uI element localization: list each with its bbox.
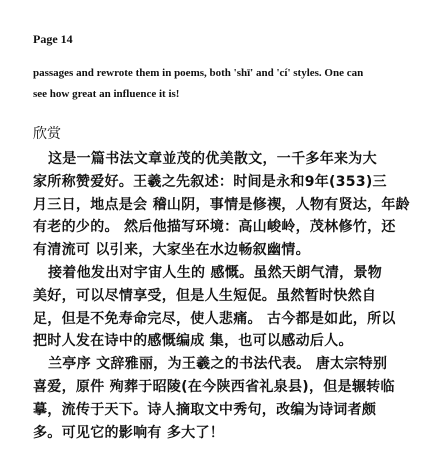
text-line: 这是一篇书法文章並茂的优美散文，一千多年来为大 — [48, 151, 377, 167]
english-text-line: see how great an influence it is! — [33, 88, 180, 100]
text-line: 月三日，地点是会 稽山阴，事情是修禊，人物有贤达，年龄 — [33, 196, 410, 213]
text-line: 美好，可以尽情享受，但是人生短促。虽然暂时快然自 — [33, 287, 377, 304]
text-line: 有老的少的。 然后他描写环境：高山峻岭，茂林修竹，还 — [33, 219, 396, 236]
english-text-line: passages and rewrote them in poems, both 'shī' and 'cí' styles. One can — [33, 67, 364, 79]
text-line: 有清流可 以引来，大家坐在水边畅叙幽情。 — [33, 242, 310, 259]
text-line: 家所称赞爱好。王羲之先叙述：时间是永和9年(353)三 — [33, 173, 387, 190]
text-line: 接着他发出对宇宙人生的 感慨。虽然天朗气清，景物 — [48, 264, 383, 281]
page-number: Page 14 — [33, 32, 73, 46]
section-heading: 欣赏 — [33, 126, 61, 142]
text-line: 多。可见它的影响有 多大了！ — [33, 424, 225, 441]
text-line: 喜爱，原件 殉葬于昭陵(在今陕西省礼泉县)，但是辗转临 — [33, 378, 395, 395]
text-line: 足，但是不免寿命完尽，使人悲痛。 古今都是如此，所以 — [33, 310, 396, 327]
text-line: 摹，流传于天下。诗人摘取文中秀句，改编为诗词者颇 — [33, 401, 377, 418]
text-line: 把时人发在诗中的感慨编成 集，也可以感动后人。 — [33, 333, 353, 350]
chinese-body-text — [33, 148, 413, 444]
text-line: 兰亭序 文辞雅丽，为王羲之的书法代表。 唐太宗特别 — [48, 356, 388, 373]
